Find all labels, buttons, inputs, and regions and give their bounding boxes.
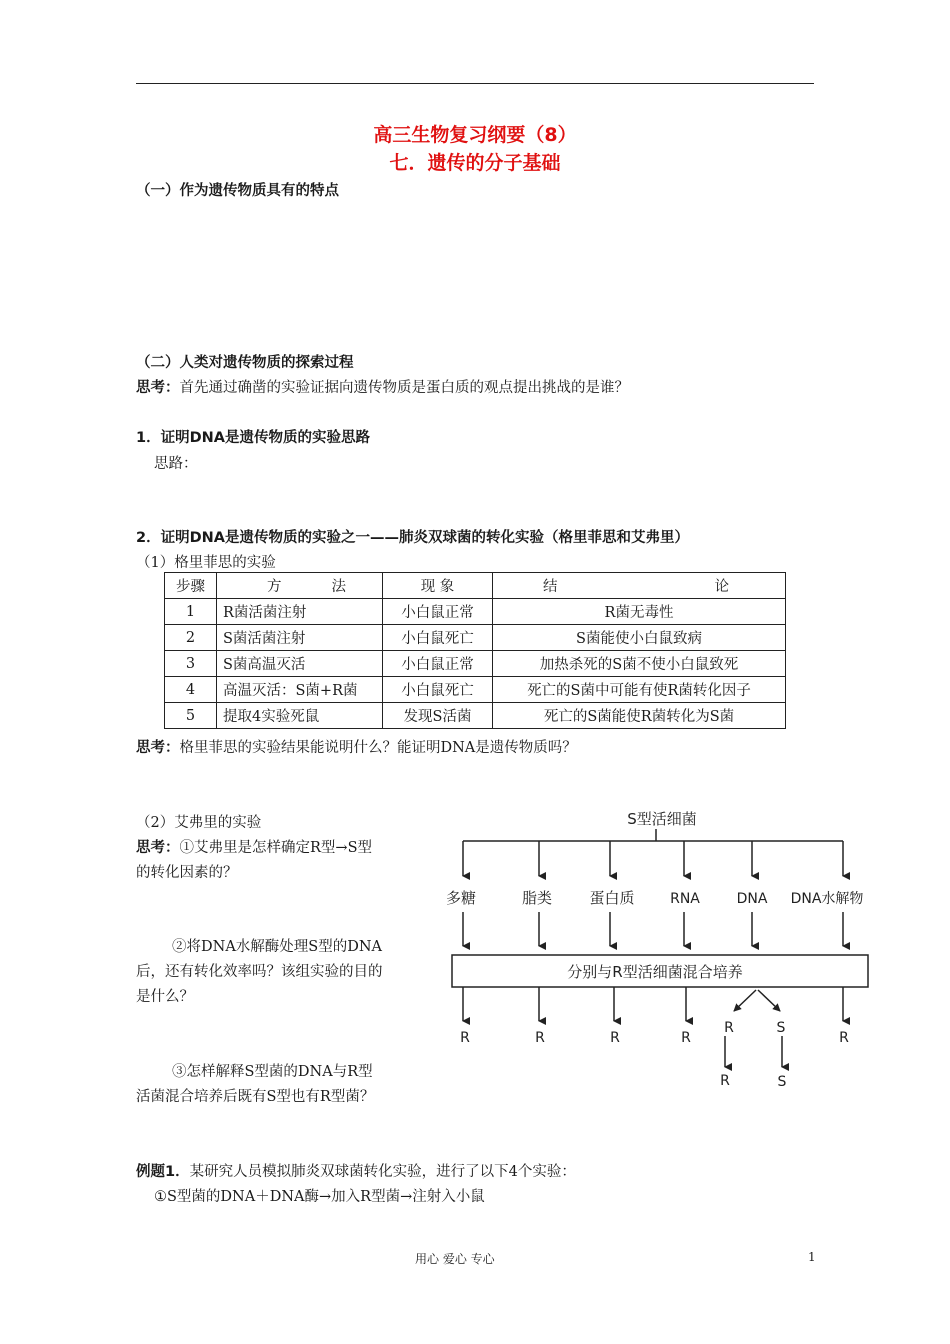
cell-phenomenon: 小白鼠死亡 [383,677,493,703]
page-title: 高三生物复习纲要（8） [373,124,577,146]
result-r: R [535,1030,545,1046]
result-r: R [460,1030,470,1046]
cell-method: S菌高温灭活 [217,651,383,677]
mix-culture-label: 分别与R型活细菌混合培养 [567,963,743,981]
cell-step: 3 [165,651,217,677]
example-1 [136,1160,576,1181]
diagram-top-label: S型活细菌 [627,810,697,828]
cell-conclusion: S菌能使小白鼠致病 [493,625,786,651]
cell-conclusion: R菌无毒性 [493,599,786,625]
example-label: 例题1． [136,1164,190,1180]
result-r: R [724,1020,734,1036]
result-s: S [776,1020,786,1036]
result-s: S [777,1074,787,1090]
cell-step: 5 [165,703,217,729]
think-2-text: 格里菲思的实验结果能说明什么？能证明DNA是遗传物质吗？ [179,740,577,756]
cell-conclusion: 加热杀死的S菌不使小白鼠致死 [493,651,786,677]
component-dna-hydrolysate: DNA水解物 [790,891,864,907]
cell-method: 提取4实验死鼠 [217,703,383,729]
result-r: R [610,1030,620,1046]
result-r: R [681,1030,691,1046]
think-label: 思考： [136,740,180,756]
header-conclusion: 结 论 [493,573,786,599]
component-polysaccharide: 多糖 [445,889,477,907]
cell-conclusion: 死亡的S菌能使R菌转化为S菌 [493,703,786,729]
header-step: 步骤 [165,573,217,599]
diagram-top-arrows [463,841,843,876]
cell-phenomenon: 小白鼠死亡 [383,625,493,651]
example-text: 某研究人员模拟肺炎双球菌转化实验，进行了以下4个实验： [189,1164,576,1180]
cell-conclusion: 死亡的S菌中可能有使R菌转化因子 [493,677,786,703]
question-2-line-1: ②将DNA水解酶处理S型的DNA [172,939,383,955]
cell-method: S菌活菌注射 [217,625,383,651]
component-dna: DNA [736,891,768,907]
question-3-line-2: 活菌混合培养后既有S型也有R型菌？ [136,1089,375,1105]
subsection-griffith: （1）格里菲思的实验 [136,555,276,571]
diagram-bottom-arrows [463,987,843,1067]
result-r: R [839,1030,849,1046]
result-r: R [720,1073,730,1089]
diagram-mid-arrows [463,912,843,946]
question-2-line-3: 是什么？ [136,989,194,1005]
page-number: 1 [808,1250,816,1264]
question-1-text: ①艾弗里是怎样确定R型→S型 [179,840,372,856]
item-2-heading: 2．证明DNA是遗传物质的实验之一——肺炎双球菌的转化实验（格里菲思和艾弗里） [136,530,689,546]
example-line-1: ①S型菌的DNA＋DNA酶→加入R型菌→注射入小鼠 [154,1189,485,1205]
cell-step: 2 [165,625,217,651]
component-protein: 蛋白质 [589,889,635,907]
component-lipid: 脂类 [521,889,553,907]
think-label: 思考： [136,840,180,856]
think-1-text: 首先通过确凿的实验证据向遗传物质是蛋白质的观点提出挑战的是谁？ [179,380,629,396]
cell-phenomenon: 发现S活菌 [383,703,493,729]
cell-method: R菌活菌注射 [217,599,383,625]
section-1-heading: （一）作为遗传物质具有的特点 [136,183,339,199]
cell-step: 4 [165,677,217,703]
cell-phenomenon: 小白鼠正常 [383,599,493,625]
page-subtitle: 七．遗传的分子基础 [389,152,561,174]
section-2-heading: （二）人类对遗传物质的探索过程 [136,355,354,371]
header-phenomenon: 现 象 [383,573,493,599]
footer-text: 用心 爱心 专心 [415,1252,495,1266]
idea-label: 思路： [154,456,198,472]
question-1-line-2: 的转化因素的？ [136,865,238,881]
subsection-avery: （2）艾弗里的实验 [136,815,262,831]
cell-step: 1 [165,599,217,625]
component-rna: RNA [670,891,700,907]
think-label: 思考： [136,380,180,396]
question-2-line-2: 后，还有转化效率吗？该组实验的目的 [136,964,383,980]
item-1-heading: 1．证明DNA是遗传物质的实验思路 [136,430,370,446]
question-3-line-1: ③怎样解释S型菌的DNA与R型 [172,1064,373,1080]
header-method: 方 法 [217,573,383,599]
cell-phenomenon: 小白鼠正常 [383,651,493,677]
cell-method: 高温灭活：S菌+R菌 [217,677,383,703]
